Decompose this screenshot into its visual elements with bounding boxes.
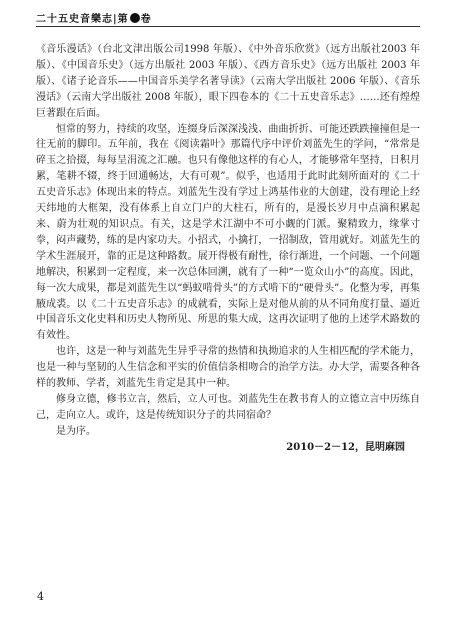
paragraph-virtue: 修身立德，修书立言，然后，立人可也。刘蓝先生在教书育人的立德立言中历练自己，走向立人。或许，这是传统知识分子的共同宿命？ <box>36 393 420 421</box>
body-text <box>36 42 420 440</box>
paragraph-closing: 是为序。 <box>56 425 96 437</box>
page-number: 4 <box>37 590 44 603</box>
header-separator: | <box>113 14 118 25</box>
header-book-title: 二十五史音樂志 <box>36 14 113 25</box>
paragraph-bibliography: 《音乐漫话》（台北文津出版公司1998 年版）、《中外音乐欣赏》（远方出版社2003 年版）、《中国音乐史》（远方出版社 2003 年版）、《西方音乐史》（远方出版社 2003 年版）、《诸子论音乐——中国音乐美学名著导读》（云南大学出版社 2006 年版）、《音乐漫话》（云南大学出版社 2008 年版），眼下四卷本的《二十五史音乐志》……还有煌煌巨著跟在后面。 <box>36 44 420 119</box>
date-place-signature: 2010－2－12，昆明麻园 <box>286 442 405 453</box>
header-rule <box>36 26 420 27</box>
paragraph-method: 也许，这是一种与刘蓝先生异乎寻常的热情和执拗追求的人生相匹配的学术能力，也是一种与坚韧的人生信念和平实的价值信条相吻合的治学方法。办大学，需要各种各样的教师、学者，刘蓝先生肯定是其中一种。 <box>36 346 420 390</box>
paragraph-scholarship: 恒常的努力，持续的攻坚，连缀身后深深浅浅、曲曲折折、可能还跌跌撞撞但是一往无前的脚印。五年前，我在《阅读霜叶》那篇代序中评价刘蓝先生的学问，“常常是碎玉之拾掇，每每呈涓流之汇融。也只有像他这样的有心人，才能够常年坚持，日积月累，笔耕不辍，终于回通畅达，大有可观”。似乎，也适用于此时此刻所面对的《二十五史音乐志》体现出来的特点。刘蓝先生没有学过上鸿基伟业的大创建，没有理论上经天纬地的大框架，没有体系上自立门户的大柱石，所有的，是漫长岁月中点滴积累起来、蔚为壮观的知识点。有关，这是学术江湖中不可小觑的门派。聚精致力，缘掌寸拳，闷声藏势，练的是内家功夫。小招式，小擒打，一招制敌，管用就好。刘蓝先生的学术生涯展开，靠的正是这种路数。展开得极有耐性，徐行渐进，一个问题、一个问题地解决，积累到一定程度，来一次总体回溯，就有了一种“一览众山小”的高度。因此，每一次大成果，都是刘蓝先生以“蚂蚁啃骨头”的方式啃下的“硬骨头”。化整为零，再集腋成裘。以《二十五史音乐志》的成就看，实际上是对他从前的从不同角度打量、逼近中国音乐文化史料和历史人物所见、所思的集大成，这再次证明了他的上述学术路数的有效性。 <box>36 123 420 342</box>
running-header <box>36 10 152 25</box>
header-volume-prefix: 第 <box>117 14 129 25</box>
header-volume-suffix: 卷 <box>140 14 152 25</box>
volume-number-badge <box>130 13 140 23</box>
